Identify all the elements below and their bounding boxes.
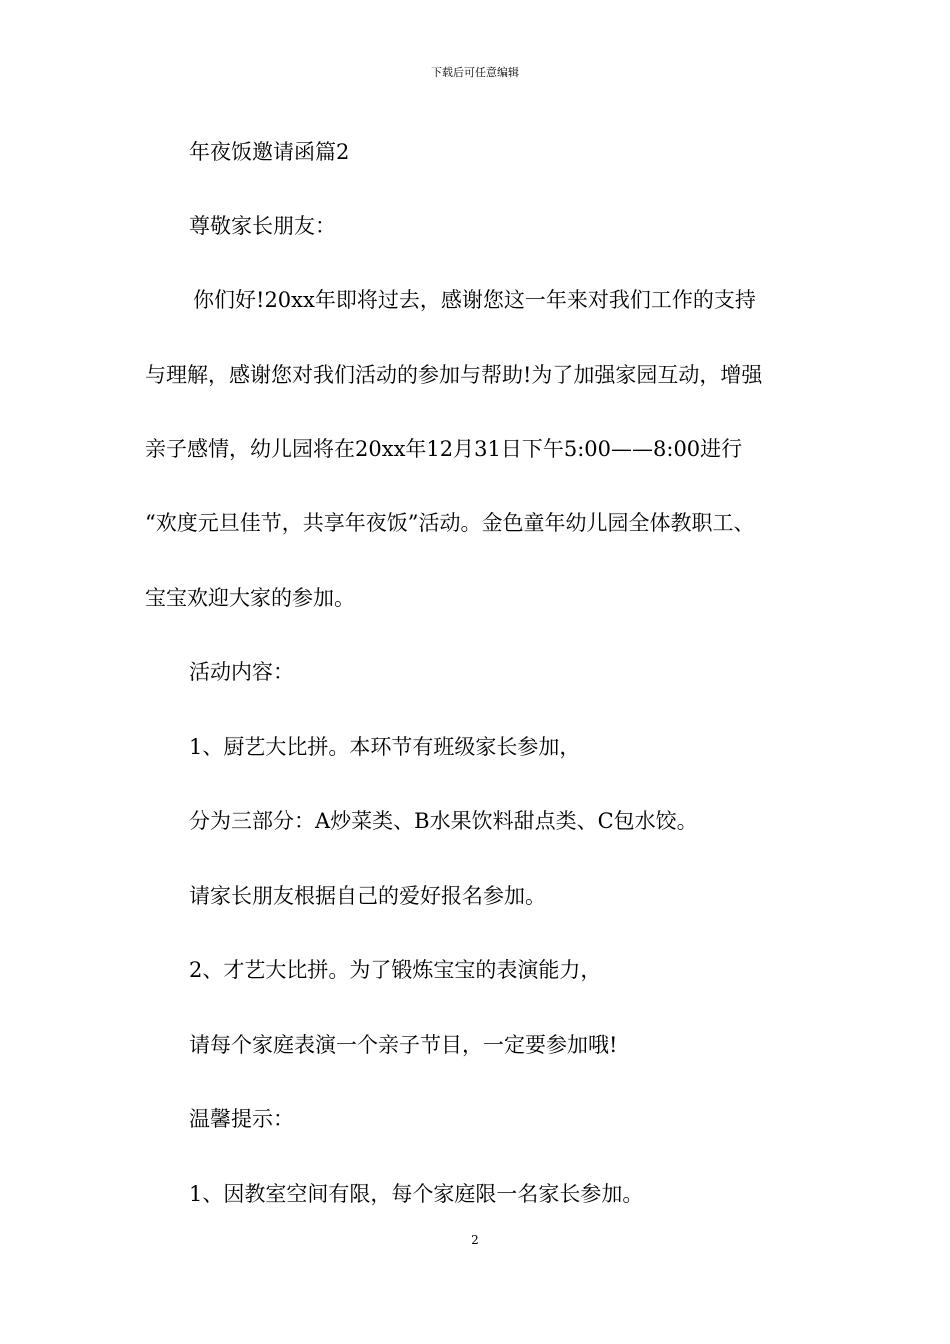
- document-title: 年夜饭邀请函篇2: [189, 140, 350, 164]
- paragraph-line: 你们好!20xx年即将过去，感谢您这一年来对我们工作的支持: [193, 288, 756, 312]
- activity-line: 2、才艺大比拼。为了锻炼宝宝的表演能力，: [189, 958, 602, 982]
- page-number: 2: [471, 1233, 479, 1247]
- activity-line: 请每个家庭表演一个亲子节目，一定要参加哦!: [189, 1033, 618, 1057]
- paragraph-line: 宝宝欢迎大家的参加。: [145, 586, 355, 610]
- tips-heading: 温馨提示：: [189, 1107, 294, 1131]
- activity-line: 请家长朋友根据自己的爱好报名参加。: [189, 884, 546, 908]
- tips-line: 1、因教室空间有限，每个家庭限一名家长参加。: [189, 1182, 644, 1206]
- paragraph-line: 亲子感情，幼儿园将在20xx年12月31日下午5:00——8:00进行: [145, 437, 743, 461]
- paragraph-line: 与理解，感谢您对我们活动的参加与帮助!为了加强家园互动，增强: [145, 363, 763, 387]
- activity-heading: 活动内容：: [189, 660, 294, 684]
- activity-line: 分为三部分：A炒菜类、B水果饮料甜点类、C包水饺。: [189, 809, 698, 833]
- salutation: 尊敬家长朋友：: [189, 214, 336, 238]
- activity-line: 1、厨艺大比拼。本环节有班级家长参加，: [189, 735, 581, 759]
- page-header-note: 下载后可任意编辑: [431, 66, 519, 79]
- paragraph-line: “欢度元旦佳节，共享年夜饭”活动。金色童年幼儿园全体教职工、: [145, 511, 755, 535]
